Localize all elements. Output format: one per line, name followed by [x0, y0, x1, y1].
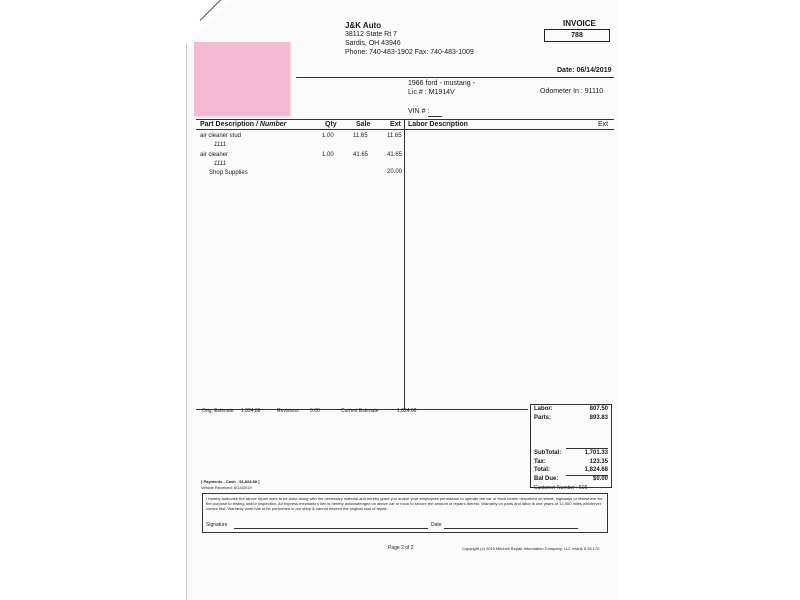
vin-label: VIN # :: [408, 108, 430, 115]
labor-description-header: Labor Description: [408, 121, 468, 128]
total-label: Total:: [534, 467, 550, 473]
part-row-1-description: air cleaner stud: [200, 133, 242, 139]
subtotal-rule: [566, 448, 608, 449]
parts-labor-divider: [404, 119, 405, 409]
subtotal-value: 1,701.33: [584, 450, 608, 456]
shop-name: J&K Auto: [345, 21, 382, 30]
part-row-1-number: 1111: [214, 142, 227, 148]
revisions-label: Revisions: [277, 408, 299, 414]
tax-value: 123.35: [589, 459, 608, 465]
invoice-title: INVOICE: [563, 19, 596, 28]
folded-corner: [186, 0, 232, 44]
customer-number: Customer Number : 506: [534, 485, 588, 491]
part-description-header: [200, 121, 286, 128]
signature-label: Signature: [206, 522, 228, 528]
authorization-text: I hereby authorize the above repair work to be done along with the necessary material and hereby grant you and/or your employees permission to operate the car or truck herein described on street, highways or elsewhere for the purpose to testing and/or inspection. An express mechanic's lien is hereby acknowledged on above car or truck to secure the amount of repairs thereto. Warranty on parts and labor is one years or 12,000 miles whichever comes first. Warranty work has to be performed in our shop & cannot exceed the original cost of repair.: [206, 496, 603, 511]
copyright: Copyright (c) 2019 Mitchell Repair Information Company, LLC mvlnk 5.15.170: [462, 546, 600, 551]
table-top-rule: [196, 119, 614, 120]
part-row-2-qty: 1.00: [322, 152, 334, 158]
part-row-1-qty: 1.00: [322, 133, 334, 139]
current-estimate-value: 1,824.68: [397, 408, 417, 414]
ext-header: Ext: [390, 121, 401, 128]
shop-phone-fax: Phone: 740-483-1902 Fax: 740-483-1009: [345, 49, 474, 56]
header-rule: [296, 77, 614, 78]
part-row-2-number: 1111: [214, 161, 227, 167]
tax-label: Tax:: [534, 459, 546, 465]
shop-address-line1: 38112 State Rt 7: [345, 31, 398, 38]
subtotal-label: SubTotal:: [534, 450, 562, 456]
shop-supplies-label: Shop Supplies: [209, 170, 248, 176]
vehicle-description: 1966 ford - mustang -: [408, 80, 475, 87]
part-row-1-sale: 11.65: [353, 133, 368, 139]
part-description-header-label: Part Description: [200, 121, 255, 128]
labor-total-value: 807.50: [589, 406, 608, 412]
revisions-value: 0.00: [310, 408, 320, 414]
total-value: 1,824.68: [584, 467, 608, 473]
qty-header: Qty: [325, 121, 337, 128]
bal-due-label: Bal Due:: [534, 476, 559, 482]
labor-total-label: Labor:: [534, 406, 553, 412]
orig-estimate-label: Orig. Estimate: [202, 408, 234, 414]
vehicle-license: Lic # : M1914V: [408, 89, 455, 96]
vin-underline: [428, 116, 442, 117]
part-number-header-label: / Number: [256, 121, 287, 128]
part-row-2-description: air cleaner: [200, 152, 229, 158]
date-line: [444, 528, 578, 529]
payments-line: [ Payments - Cash - $1,824.68 ]: [201, 479, 260, 484]
vehicle-received: Vehicle Received: 6/14/2019: [201, 485, 252, 490]
authorization-box: [202, 493, 608, 533]
invoice-date: Date: 06/14/2019: [557, 67, 612, 74]
shop-address-line2: Sardis, OH 43946: [345, 40, 401, 47]
sale-header: Sale: [356, 121, 371, 128]
signature-line: [234, 528, 428, 529]
part-row-2-sale: 41.65: [353, 152, 369, 158]
table-header-rule: [196, 129, 614, 130]
bal-due-value: $0.00: [592, 476, 608, 482]
invoice-number: 788: [544, 29, 610, 42]
sticky-note: [194, 42, 290, 116]
odometer: Odometer In : 91110: [540, 88, 604, 95]
parts-total-label: Parts:: [534, 415, 552, 421]
part-row-2-ext: 41.65: [387, 152, 403, 158]
date-label: Date: [431, 522, 442, 528]
parts-total-value: 893.83: [589, 415, 608, 421]
part-row-1-ext: 11.65: [387, 133, 402, 139]
current-estimate-label: Current Estimate: [341, 408, 379, 414]
labor-ext-header: Ext: [598, 121, 609, 128]
shop-supplies-ext: 20.00: [387, 169, 403, 175]
orig-estimate-value: 1,824.68: [241, 408, 261, 414]
page-number: Page 2 of 2: [388, 545, 414, 551]
